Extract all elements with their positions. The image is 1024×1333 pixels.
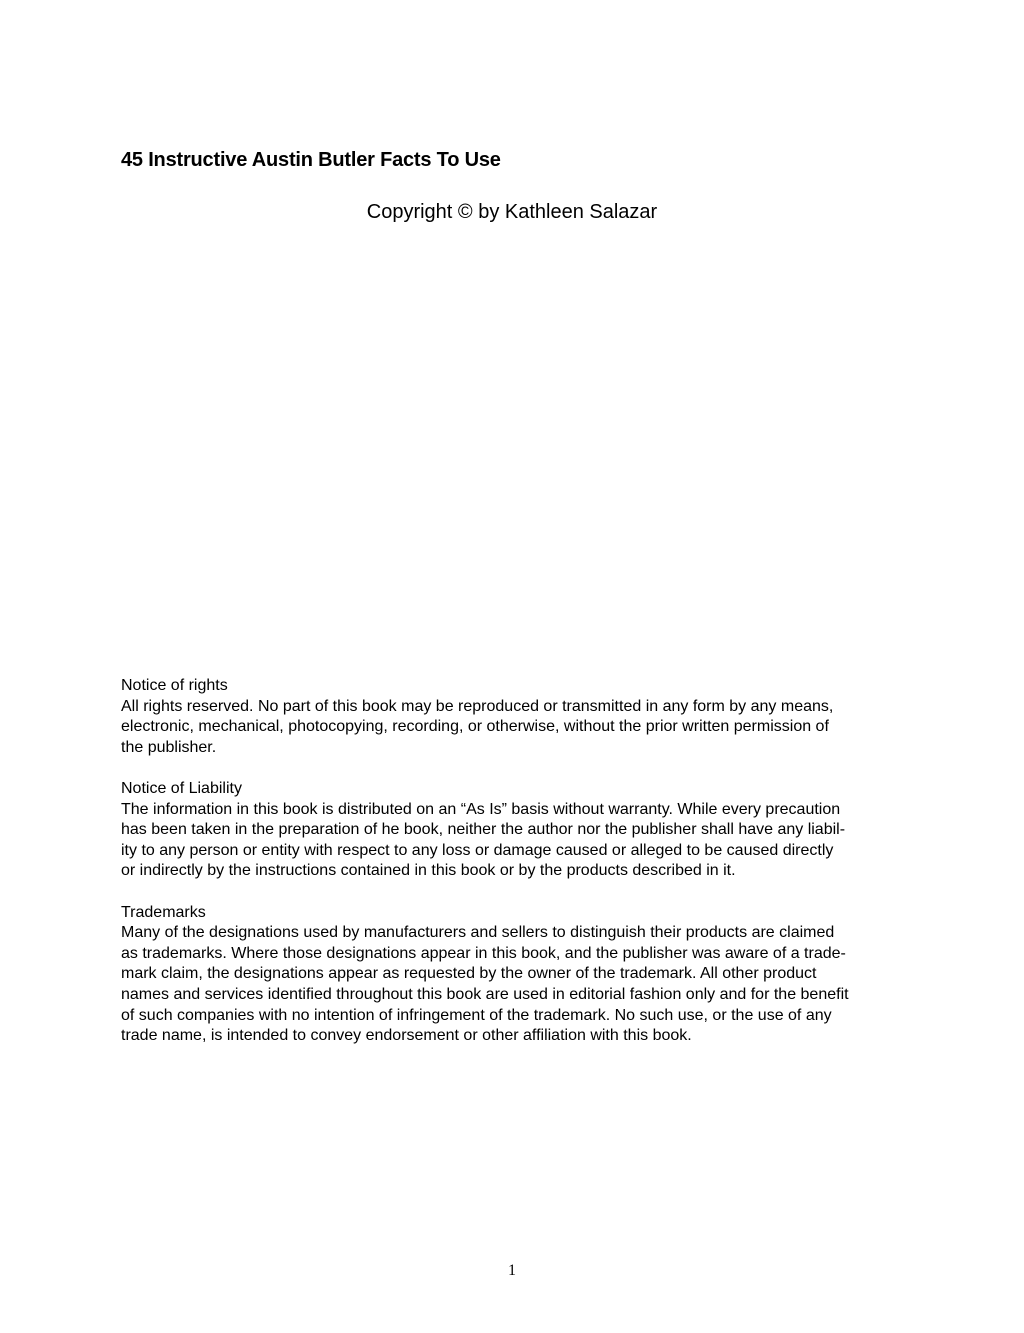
notice-of-rights	[121, 676, 911, 758]
notice-heading: Notice of Liability	[121, 779, 242, 797]
book-title: 45 Instructive Austin Butler Facts To Use	[121, 149, 501, 171]
page-number: 1	[508, 1262, 516, 1279]
notice-body: The information in this book is distributed on an “As Is” basis without warranty. While every precaution has been taken in the preparation of he book, neither the author nor the publisher shall have any liabil- ity to any person or entity with respect to any loss or damage caused or alleged to be caused directly or indirectly by the instructions contained in this book or by the products described in it.	[121, 800, 846, 880]
copyright-line: Copyright © by Kathleen Salazar	[366, 201, 658, 223]
notice-heading: Notice of rights	[121, 677, 228, 694]
notice-body: Many of the designations used by manufacturers and sellers to distinguish their products are claimed as trademarks. Where those designations appear in this book, and the publisher was aware of a trade- mark claim, the designations appear as requested by the owner of the trademark. All other product names and services identified throughout this book are used in editorial fashion only and for the benefit of such companies with no intention of infringement of the trademark. No such use, or the use of any trade name, is intended to convey endorsement or other affiliation with this book.	[121, 924, 849, 1045]
notice-heading: Trademarks	[121, 903, 206, 921]
notice-of-liability	[121, 779, 911, 882]
notice-body: All rights reserved. No part of this book may be reproduced or transmitted in any form by any means, electronic, mechanical, photocopying, recording, or otherwise, without the prior written permission of the publisher.	[121, 697, 834, 756]
legal-notices	[121, 676, 911, 1067]
trademarks-notice	[121, 903, 911, 1047]
